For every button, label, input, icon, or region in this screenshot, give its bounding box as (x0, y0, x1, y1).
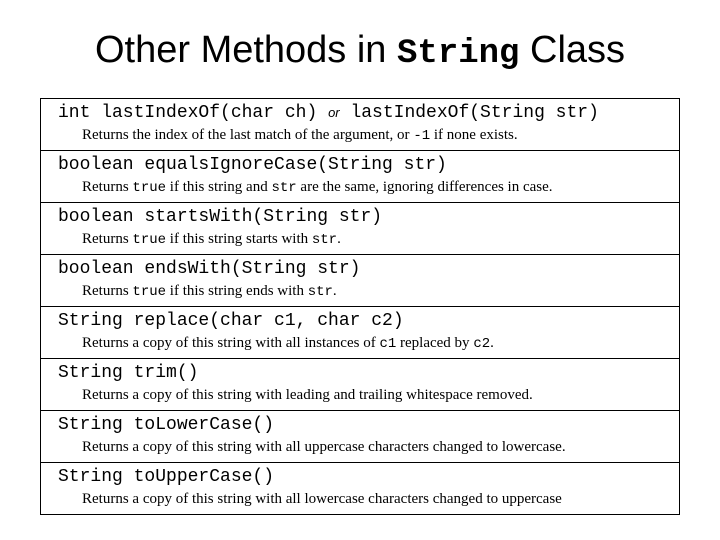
desc-text: . (337, 231, 341, 247)
desc-code: true (132, 284, 167, 300)
desc-text: Returns (82, 231, 133, 247)
method-signature: boolean equalsIgnoreCase(String str) (58, 155, 447, 175)
method-signature: boolean endsWith(String str) (58, 259, 361, 279)
title-suffix: Class (519, 29, 626, 71)
desc-text: if none exists. (430, 127, 518, 143)
method-row-lastindexof (41, 99, 679, 150)
desc-code: true (132, 232, 167, 248)
desc-code: c1 (379, 336, 397, 352)
desc-text: Returns the index of the last match of the argument, or (82, 127, 414, 143)
method-description (82, 437, 566, 457)
desc-text: if this string and (166, 179, 272, 195)
desc-text: Returns (82, 283, 133, 299)
desc-code: str (311, 232, 338, 248)
method-signature (58, 101, 599, 125)
method-description (82, 385, 533, 405)
method-row-trim (41, 358, 679, 410)
desc-text: if this string starts with (166, 231, 312, 247)
desc-code: true (132, 180, 167, 196)
method-description (82, 125, 518, 146)
desc-text: Returns a copy of this string with all lowercase characters changed to uppercase (82, 491, 562, 507)
desc-code: str (271, 180, 297, 196)
method-row-touppercase (41, 462, 679, 514)
method-row-endswith (41, 254, 679, 306)
signature-part: lastIndexOf(String str) (350, 103, 599, 123)
desc-text: if this string ends with (166, 283, 308, 299)
method-row-tolowercase (41, 410, 679, 462)
desc-code: c2 (473, 336, 491, 352)
desc-text: Returns a copy of this string with all instances of (82, 335, 380, 351)
method-description (82, 177, 553, 198)
method-description (82, 333, 494, 354)
title-text: Other Methods in (94, 29, 398, 71)
method-description (82, 489, 562, 509)
desc-text: replaced by (396, 335, 474, 351)
methods-table (40, 98, 680, 515)
title-code: String (397, 35, 520, 73)
desc-text: Returns (82, 179, 133, 195)
method-row-equalsignorecase (41, 150, 679, 202)
desc-text: Returns a copy of this string with all uppercase characters changed to lowercase. (82, 439, 566, 455)
signature-part: int lastIndexOf(char ch) (58, 103, 318, 123)
desc-code: str (307, 284, 333, 300)
method-description (82, 281, 337, 302)
method-description (82, 229, 341, 250)
desc-text: . (332, 283, 337, 299)
method-signature: String toLowerCase() (58, 415, 275, 435)
page-title (0, 26, 720, 78)
method-row-startswith (41, 202, 679, 254)
desc-text: . (490, 335, 494, 351)
method-signature: String trim() (58, 363, 199, 383)
signature-or: or (328, 105, 340, 120)
method-signature: boolean startsWith(String str) (58, 207, 383, 227)
method-signature: String toUpperCase() (58, 467, 275, 487)
desc-code: -1 (413, 128, 431, 144)
method-signature: String replace(char c1, char c2) (58, 311, 404, 331)
desc-text: are the same, ignoring differences in case. (296, 179, 553, 195)
desc-text: Returns a copy of this string with leading and trailing whitespace removed. (82, 387, 533, 403)
method-row-replace (41, 306, 679, 358)
